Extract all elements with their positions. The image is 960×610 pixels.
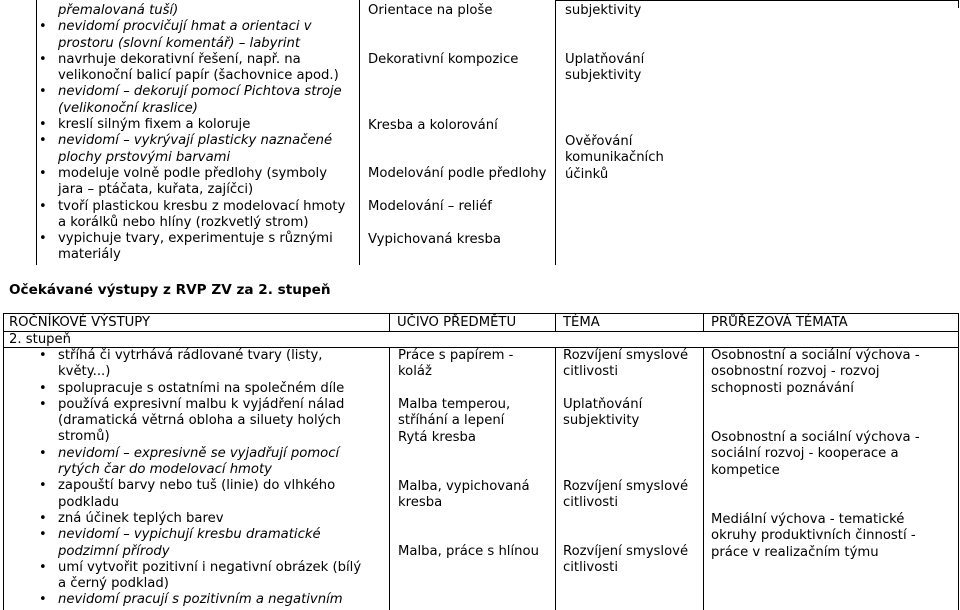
curriculum-cell: Práce s papírem - koláž	[398, 348, 514, 380]
topic-item: Ověřování komunikačních účinků	[565, 134, 664, 182]
top-outcomes-list	[27, 3, 352, 264]
outcome-item: • zapouští barvy nebo tuš (linie) do vlhkého podkladu	[27, 478, 373, 511]
topic-item: Uplatňování subjektivity	[565, 52, 645, 84]
curriculum-cell: Malba temperou, stříhání a lepení	[398, 397, 511, 429]
curriculum-cell: Malba, práce s hlínou	[398, 544, 539, 559]
grade-label: 2. stupeň	[9, 332, 72, 347]
topic-item: subjektivity	[565, 3, 642, 18]
topic-cell: Uplatňování subjektivity	[563, 397, 643, 429]
top-outcome-item: • kreslí silným fixem a koloruje	[27, 117, 352, 133]
curriculum-cell: Rytá kresba	[398, 430, 476, 445]
topic-cell: Rozvíjení smyslové citlivosti	[563, 479, 689, 511]
outcome-item: • nevidomí – vypichují kresbu dramatické podzimní přírody	[27, 527, 373, 560]
outcomes-list	[27, 348, 373, 609]
curriculum-item: Vypichovaná kresba	[368, 232, 501, 247]
cross-topic-cell: Mediální výchova - tematické okruhy produktivních činností - práce v realizačním týmu	[711, 512, 916, 560]
header-cross-topics: PRŮŘEZOVÁ TÉMATA	[711, 315, 848, 330]
outcome-item: • zná účinek teplých barev	[27, 511, 373, 527]
cross-topic-cell: Osobnostní a sociální výchova - osobnostní rozvoj - rozvoj schopnosti poznávání	[711, 348, 920, 396]
curriculum-item: Modelování podle předlohy	[368, 166, 547, 181]
header-curriculum: UČIVO PŘEDMĚTU	[397, 315, 517, 330]
outcome-item: • umí vytvořit pozitivní i negativní obrázek (bílý a černý podklad)	[27, 560, 373, 593]
section-heading: Očekávané výstupy z RVP ZV za 2. stupeň	[9, 282, 331, 298]
header-topic: TÉMA	[563, 315, 600, 330]
outcome-item: • nevidomí – expresivně se vyjadřují pomocí rytých čar do modelovací hmoty	[27, 446, 373, 479]
top-outcome-item: • vypichuje tvary, experimentuje s různými materiály	[27, 231, 352, 264]
top-outcome-item: • tvoří plastickou kresbu z modelovací hmoty a korálků nebo hlíny (rozkvetlý strom)	[27, 199, 352, 232]
top-outcome-item: • nevidomí – dekorují pomocí Pichtova stroje (velikonoční kraslice)	[27, 84, 352, 117]
curriculum-item: Modelování – reliéf	[368, 199, 492, 214]
outcome-item: • stříhá či vytrhává rádlované tvary (listy, květy...)	[27, 348, 373, 381]
topic-cell: Rozvíjení smyslové citlivosti	[563, 348, 689, 380]
curriculum-item: Dekorativní kompozice	[368, 52, 519, 67]
header-outcomes: ROČNÍKOVÉ VÝSTUPY	[9, 315, 150, 330]
outcome-item: • spolupracuje s ostatními na společném díle	[27, 381, 373, 397]
outcome-item: • používá expresivní malbu k vyjádření nálad (dramatická větrná obloha a siluety holých stromů)	[27, 397, 373, 446]
top-outcome-continuation: přemalovaná tuší)	[58, 3, 179, 18]
curriculum-cell: Malba, vypichovaná kresba	[398, 479, 530, 511]
curriculum-item: Kresba a kolorování	[368, 118, 498, 133]
top-outcome-item: • nevidomí procvičují hmat a orientaci v prostoru (slovní komentář) – labyrint	[27, 19, 352, 52]
top-outcome-item: • navrhuje dekorativní řešení, např. na velikonoční balicí papír (šachovnice apod.)	[27, 52, 352, 85]
curriculum-item: Orientace na ploše	[368, 3, 493, 18]
top-outcome-item: • modeluje volně podle předlohy (symboly jara – ptáčata, kuřata, zajíčci)	[27, 166, 352, 199]
topic-cell: Rozvíjení smyslové citlivosti	[563, 544, 689, 576]
top-outcome-item: • nevidomí – vykrývají plasticky naznačené plochy prstovými barvami	[27, 133, 352, 166]
cross-topic-cell: Osobnostní a sociální výchova - sociální rozvoj - kooperace a kompetice	[711, 430, 920, 478]
outcome-item: • nevidomí pracují s pozitivním a negativním	[27, 592, 373, 608]
